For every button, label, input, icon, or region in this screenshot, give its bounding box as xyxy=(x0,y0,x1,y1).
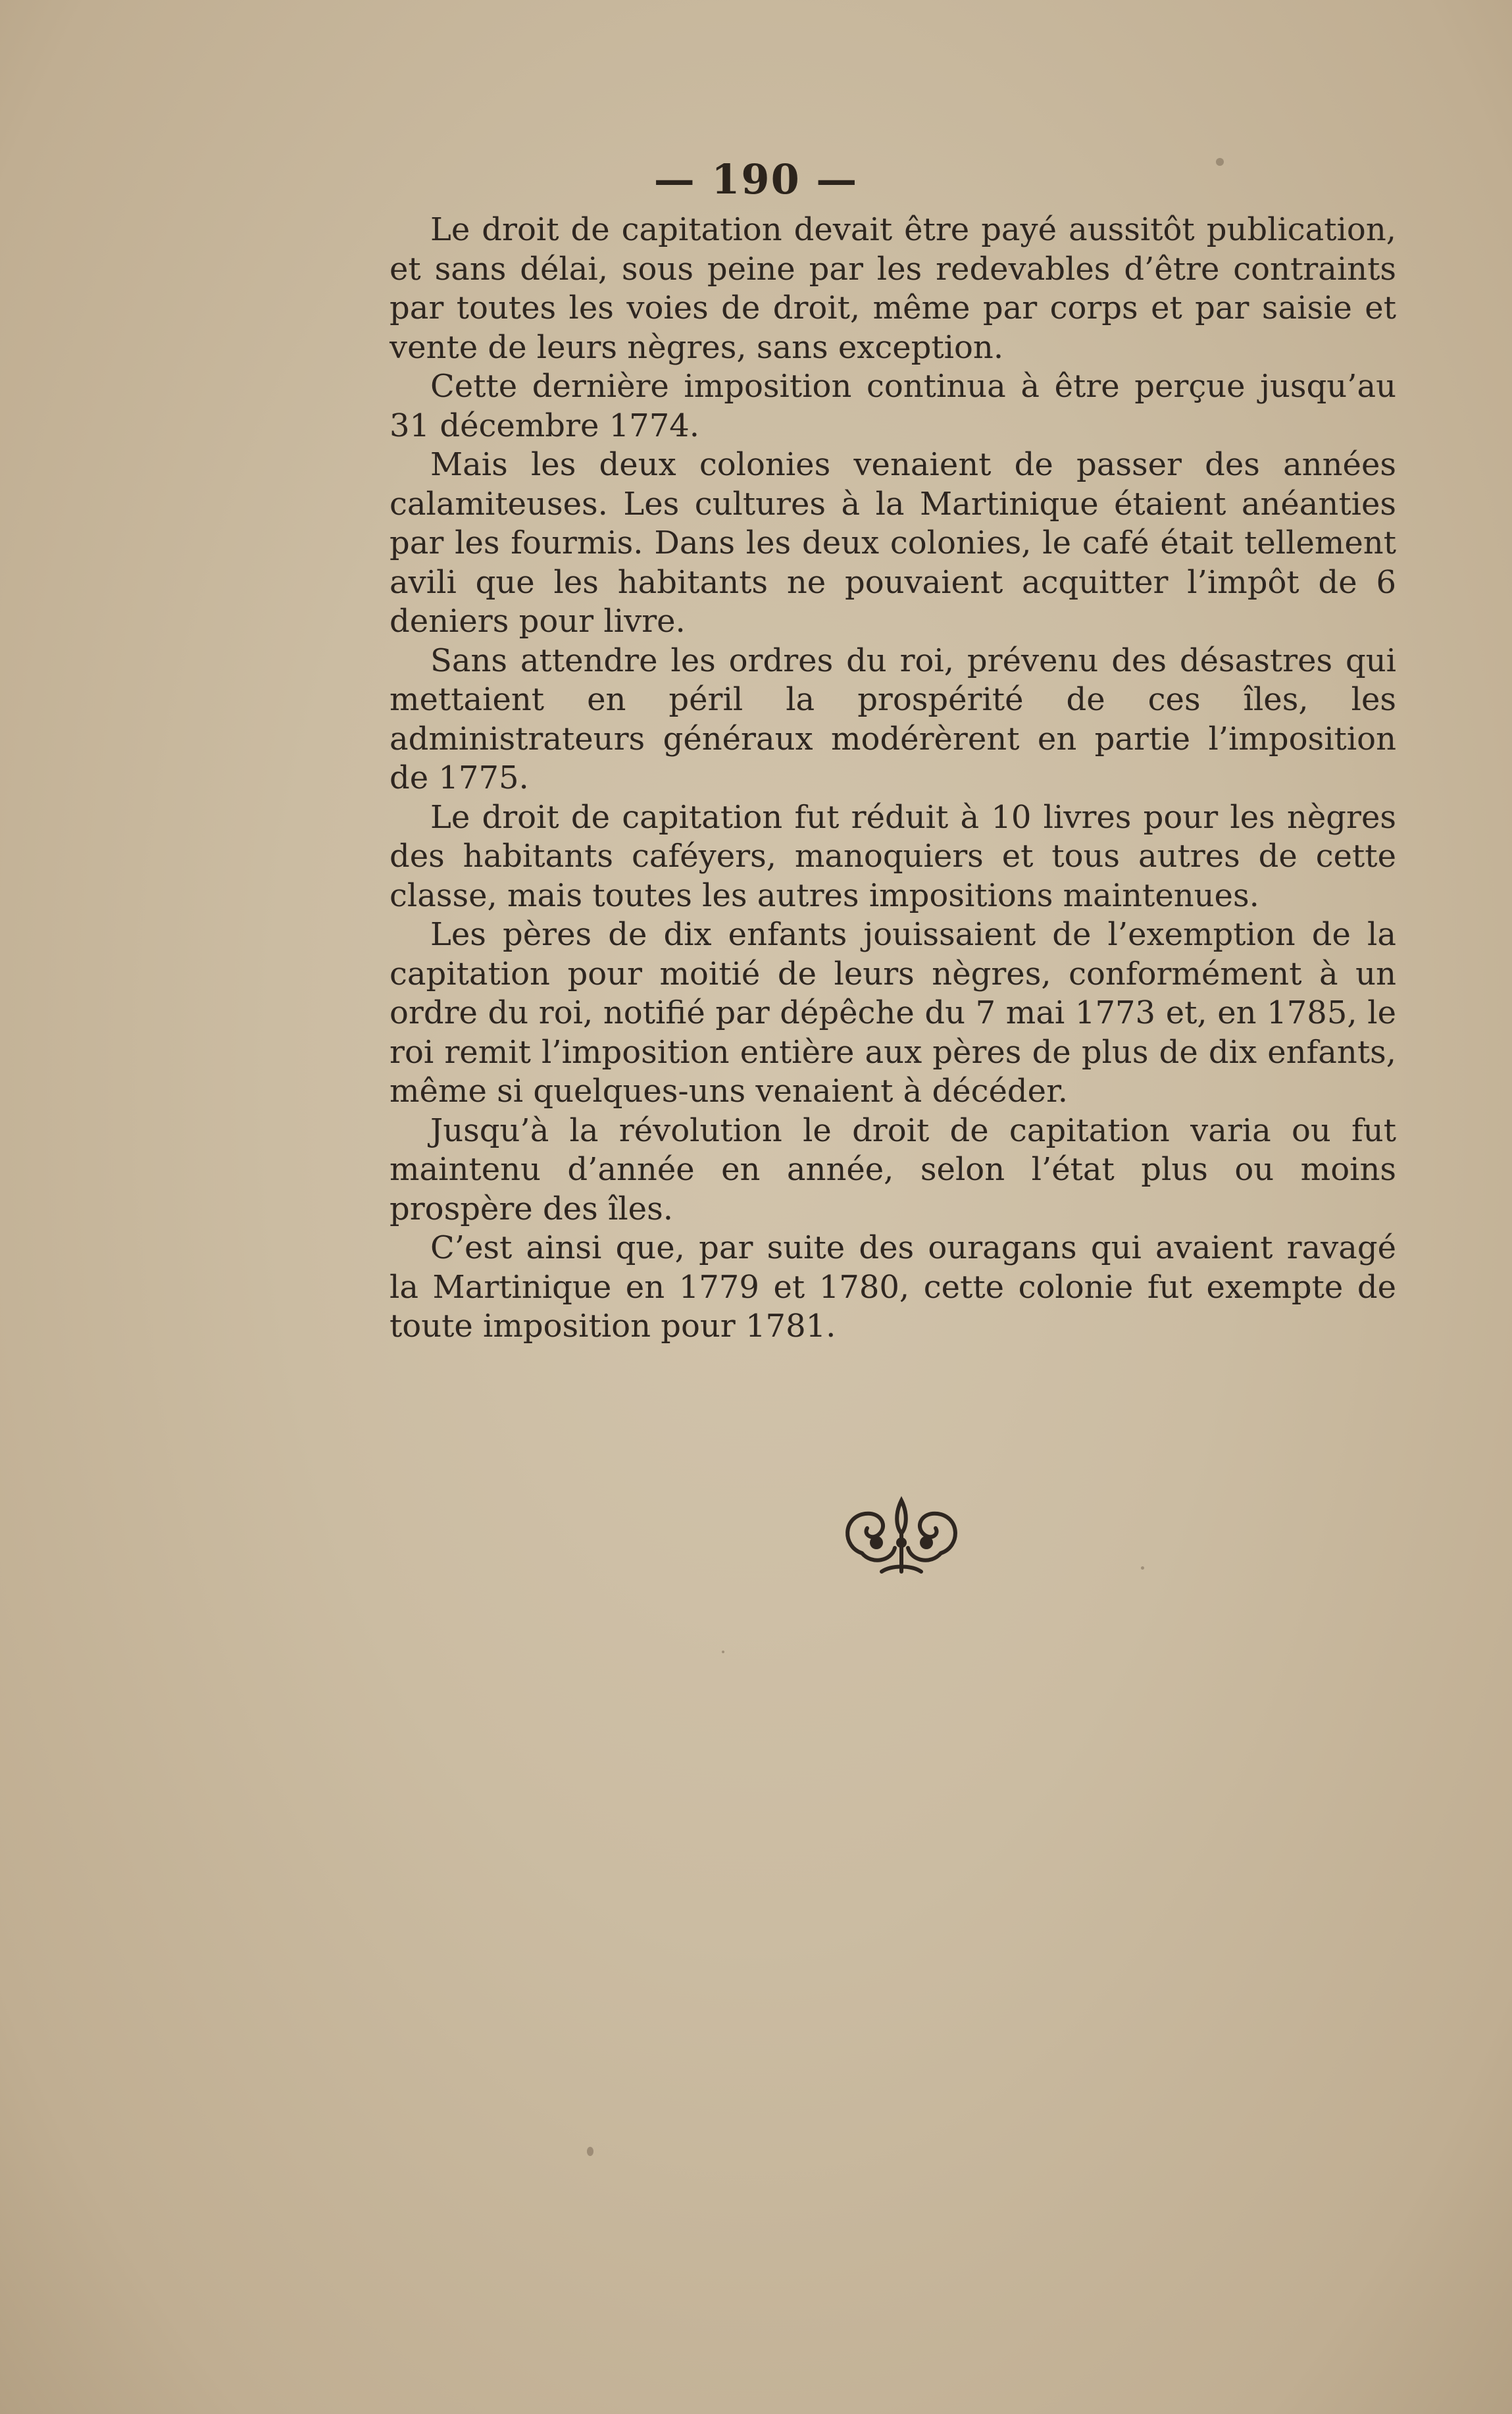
page-number: — 190 — xyxy=(653,155,859,203)
paragraph: Jusqu’à la révolution le droit de capitation varia ou fut maintenu d’année en année, selon l’état plus ou moins prospère des îles. xyxy=(390,1112,1396,1227)
paper-speck xyxy=(1141,1566,1144,1570)
paragraph: Mais les deux colonies venaient de passer des années calamiteuses. Les cultures à la Martinique étaient anéanties par les fourmis. Dans les deux colonies, le café était tellement avili que les habitants ne pouvaient acquitter l’impôt de 6 deniers pour livre. xyxy=(390,446,1396,640)
paragraph: Sans attendre les ordres du roi, prévenu des désastres qui mettaient en péril la prospérité de ces îles, les administrateurs généraux modérèrent en partie l’imposition de 1775. xyxy=(390,642,1396,796)
body-text xyxy=(390,211,1396,1347)
paragraph: Le droit de capitation fut réduit à 10 livres pour les nègres des habitants caféyers, manoquiers et tous autres de cette classe, mais toutes les autres impositions maintenues. xyxy=(390,798,1396,914)
fleuron-icon xyxy=(836,1487,967,1579)
paragraph: C’est ainsi que, par suite des ouragans qui avaient ravagé la Martinique en 1779 et 1780, cette colonie fut exempte de toute imposition pour 1781. xyxy=(390,1229,1396,1345)
paper-speck xyxy=(722,1651,724,1653)
paragraph: Cette dernière imposition continua à être perçue jusqu’au 31 décembre 1774. xyxy=(390,368,1396,444)
paper-speck xyxy=(587,2147,593,2156)
paragraph: Le droit de capitation devait être payé aussitôt publication, et sans délai, sous peine par les redevables d’être contraints par toutes les voies de droit, même par corps et par saisie et vente de leurs nègres, sans exception. xyxy=(390,211,1396,366)
paragraph: Les pères de dix enfants jouissaient de l’exemption de la capitation pour moitié de leurs nègres, conformément à un ordre du roi, notifié par dépêche du 7 mai 1773 et, en 1785, le roi remit l’imposition entière aux pères de plus de dix enfants, même si quelques-uns venaient à décéder. xyxy=(390,916,1396,1110)
